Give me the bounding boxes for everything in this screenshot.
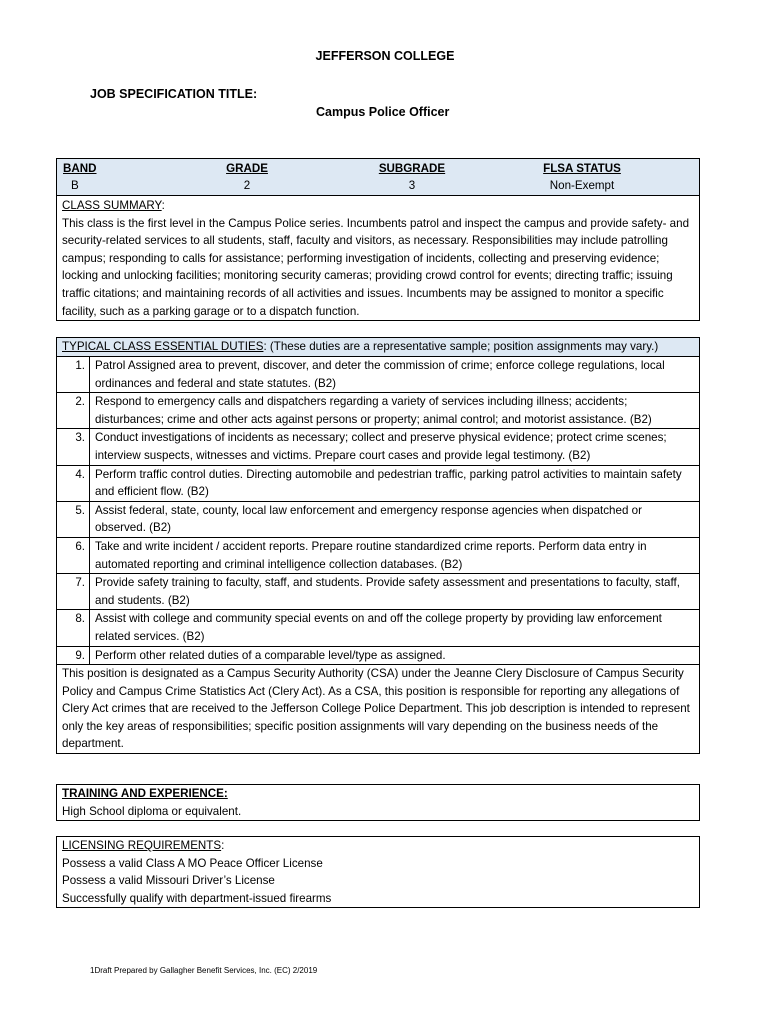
job-spec-title: Campus Police Officer — [316, 105, 450, 119]
duty-number: 4. — [57, 466, 90, 501]
licensing-line: Successfully qualify with department-issued firearms — [62, 891, 332, 905]
class-summary: CLASS SUMMARY: This class is the first level in the Campus Police series. Incumbents patrol and inspect the campus and provide safety- and security-related services to all students, staff, faculty and visitors, as necessary. Responsibilities may include patrolling campus; responding to calls for assistance; performing investigation of incidents, collecting and preserving evidence; locking and unlocking facilities; monitoring security cameras; providing crowd control for events; directing traffic; issuing traffic citations; and maintaining records of all activities and issues. Incumbents may be assigned to monitor a specific facility, such as a parking garage or to a dispatch function. — [57, 196, 699, 320]
duties-note: : (These duties are a representative sample; position assignments may vary.) — [263, 340, 659, 353]
band-value: B — [71, 179, 79, 192]
duty-row — [57, 466, 699, 502]
class-summary-text: This class is the first level in the Campus Police series. Incumbents patrol and inspect the campus and provide safety- and security-related services to all students, staff, faculty and visitors, as necessary. Responsibilities may include patrolling campus; responding to calls for assistance; performing investigation of incidents, collecting and preserving evidence; locking and unlocking facilities; monitoring security cameras; providing crowd control for events; directing traffic; issuing traffic citations; and maintaining records of all activities and issues. Incumbents may be assigned to monitor a specific facility, such as a parking garage or to a dispatch function. — [62, 216, 690, 318]
duty-text: Assist with college and community special events on and off the college property by providing law enforcement related services. (B2) — [95, 612, 662, 643]
grade-value: 2 — [243, 179, 251, 192]
csa-statement: This position is designated as a Campus Security Authority (CSA) under the Jeanne Clery Disclosure of Campus Security Policy and Campus Crime Statistics Act (Clery Act). As a CSA, this position is responsible for reporting any allegations of Clery Act crimes that are received to the Jefferson College Police Department. This job description is intended to represent only the key areas of responsibilities; specific position assignments will vary depending on the business needs of the department. — [62, 667, 690, 751]
training-box — [56, 784, 700, 821]
duty-number: 6. — [57, 538, 90, 573]
duty-row — [57, 610, 699, 646]
duty-row — [57, 357, 699, 393]
duty-text: Perform traffic control duties. Directing automobile and pedestrian traffic, parking patrol activities to maintain safety and efficient flow. (B2) — [95, 467, 682, 499]
subgrade-value: 3 — [408, 179, 416, 192]
duty-text: Conduct investigations of incidents as necessary; collect and preserve physical evidence; protect crime scenes; interview suspects, witnesses and victims. Prepare court cases and provide legal testimony. (B2) — [95, 431, 667, 462]
job-spec-label: JOB SPECIFICATION TITLE: — [90, 87, 258, 101]
training-text: High School diploma or equivalent. — [62, 804, 242, 818]
licensing-line: Possess a valid Missouri Driver’s License — [62, 874, 275, 888]
classification-box — [56, 158, 700, 321]
training-heading: TRAINING AND EXPERIENCE: — [62, 787, 228, 800]
grade-label: GRADE — [226, 162, 268, 175]
band-label: BAND — [63, 162, 97, 175]
duty-row — [57, 393, 699, 429]
duty-number: 1. — [57, 357, 90, 392]
duty-row — [57, 429, 699, 465]
duty-number: 3. — [57, 429, 90, 464]
duty-number: 8. — [57, 610, 90, 645]
duty-row — [57, 574, 699, 610]
duties-box — [56, 337, 700, 754]
duty-row — [57, 538, 699, 574]
duty-number: 5. — [57, 502, 90, 537]
duty-row — [57, 647, 699, 666]
duty-text: Take and write incident / accident reports. Prepare routine standardized crime reports. Perform data entry in automated reporting and criminal intelligence collection databases. (B2) — [95, 539, 647, 571]
subgrade-label: SUBGRADE — [378, 162, 446, 175]
class-summary-heading: CLASS SUMMARY — [62, 199, 162, 212]
flsa-status-value: Non-Exempt — [549, 179, 615, 192]
duty-number: 9. — [57, 647, 90, 665]
duties-header — [57, 338, 699, 357]
footer-note: 1Draft Prepared by Gallagher Benefit Services, Inc. (EC) 2/2019 — [90, 966, 318, 975]
flsa-status-label: FLSA STATUS — [543, 162, 621, 175]
duties-heading: TYPICAL CLASS ESSENTIAL DUTIES — [62, 340, 264, 353]
duty-text: Patrol Assigned area to prevent, discover, and deter the commission of crime; enforce college regulations, local ordinances and federal and state statutes. (B2) — [95, 359, 665, 390]
duty-text: Provide safety training to faculty, staff, and students. Provide safety assessment and presentations to faculty, staff, and students. (B2) — [95, 576, 680, 607]
duty-text: Respond to emergency calls and dispatchers regarding a variety of services including illness; accidents; disturbances; crime and other acts against persons or property; animal control; and motorist assistance. (B2) — [95, 395, 652, 426]
licensing-heading: LICENSING REQUIREMENTS — [62, 839, 222, 852]
duty-number: 2. — [57, 393, 90, 428]
college-title: JEFFERSON COLLEGE — [315, 49, 455, 63]
classification-header — [57, 159, 699, 196]
licensing-line: Possess a valid Class A MO Peace Officer License — [62, 856, 323, 870]
duty-text: Assist federal, state, county, local law enforcement and emergency response agencies when dispatched or observed. (B2) — [95, 503, 642, 535]
duty-row — [57, 502, 699, 538]
licensing-box: LICENSING REQUIREMENTS: Possess a valid Class A MO Peace Officer License Possess a valid Missouri Driver’s License Successfully qualify with department-issued firearms — [56, 836, 700, 908]
duty-number: 7. — [57, 574, 90, 609]
duty-text: Perform other related duties of a comparable level/type as assigned. — [95, 648, 446, 662]
